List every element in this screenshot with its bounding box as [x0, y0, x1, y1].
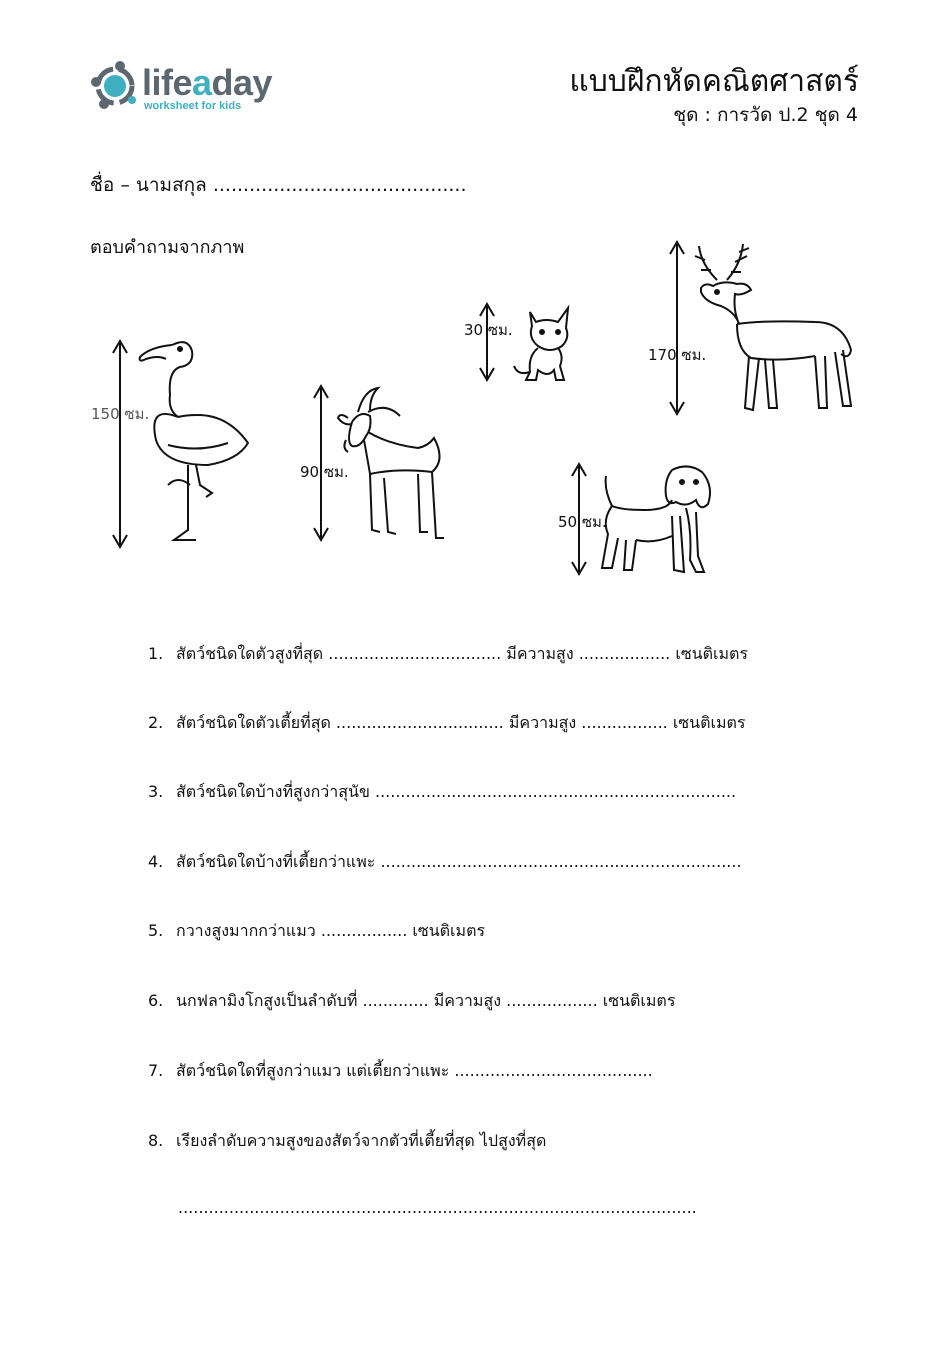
question-number: 7. — [148, 1061, 164, 1080]
question-number: 8. — [148, 1131, 164, 1150]
answer-line-8: ...................................................................................................... — [178, 1198, 697, 1217]
logo-tagline: worksheet for kids — [144, 100, 242, 112]
question-text: นกฟลามิงโกสูงเป็นลำดับที่ ............. มีความสูง .................. เซนติเมตร — [176, 991, 676, 1010]
question-8 — [148, 1129, 546, 1154]
question-5 — [148, 919, 485, 944]
logo-wordmark: lifeaday — [142, 62, 273, 103]
lifeaday-logo — [90, 60, 290, 120]
question-4 — [148, 850, 742, 875]
deer-height-label: 170 ซม. — [648, 346, 707, 364]
logo-molecule-icon — [90, 60, 140, 112]
cat-height-label: 30 ซม. — [464, 321, 513, 339]
question-number: 5. — [148, 921, 164, 940]
question-text: สัตว์ชนิดใดตัวเตี้ยที่สุด ................................. มีความสูง ................. เซนติเมตร — [176, 713, 746, 732]
worksheet-subtitle: ชุด : การวัด ป.2 ชุด 4 — [673, 104, 858, 126]
question-text: สัตว์ชนิดใดบ้างที่เตี้ยกว่าแพะ ....................................................................... — [176, 852, 742, 871]
question-6 — [148, 989, 675, 1014]
worksheet-title: แบบฝึกหัดคณิตศาสตร์ — [569, 64, 859, 99]
question-text: สัตว์ชนิดใดที่สูงกว่าแมว แต่เตี้ยกว่าแพะ ....................................... — [176, 1061, 653, 1080]
cat-illustration — [478, 300, 578, 385]
question-number: 2. — [148, 713, 164, 732]
instruction-text: ตอบคำถามจากภาพ — [90, 237, 245, 258]
flamingo-illustration — [108, 335, 258, 555]
question-text: สัตว์ชนิดใดตัวสูงที่สุด .................................. มีความสูง .................. เซนติเมตร — [176, 644, 748, 663]
dog-height-label: 50 ซม. — [558, 513, 607, 531]
goat-height-label: 90 ซม. — [300, 463, 349, 481]
question-number: 3. — [148, 782, 164, 801]
question-number: 1. — [148, 644, 164, 663]
question-text: เรียงลำดับความสูงของสัตว์จากตัวที่เตี้ยที่สุด ไปสูงที่สุด — [176, 1131, 547, 1150]
question-2 — [148, 711, 745, 736]
name-field-line: ชื่อ – นามสกุล .......................................... — [90, 174, 467, 196]
question-1 — [148, 642, 748, 667]
question-text: สัตว์ชนิดใดบ้างที่สูงกว่าสุนัข ....................................................................... — [176, 782, 737, 801]
question-number: 6. — [148, 991, 164, 1010]
deer-illustration — [665, 240, 860, 420]
flamingo-height-label: 150 ซม. — [91, 405, 150, 423]
question-text: กวางสูงมากกว่าแมว ................. เซนติเมตร — [176, 921, 486, 940]
question-7 — [148, 1059, 653, 1084]
question-number: 4. — [148, 852, 164, 871]
question-3 — [148, 780, 736, 805]
